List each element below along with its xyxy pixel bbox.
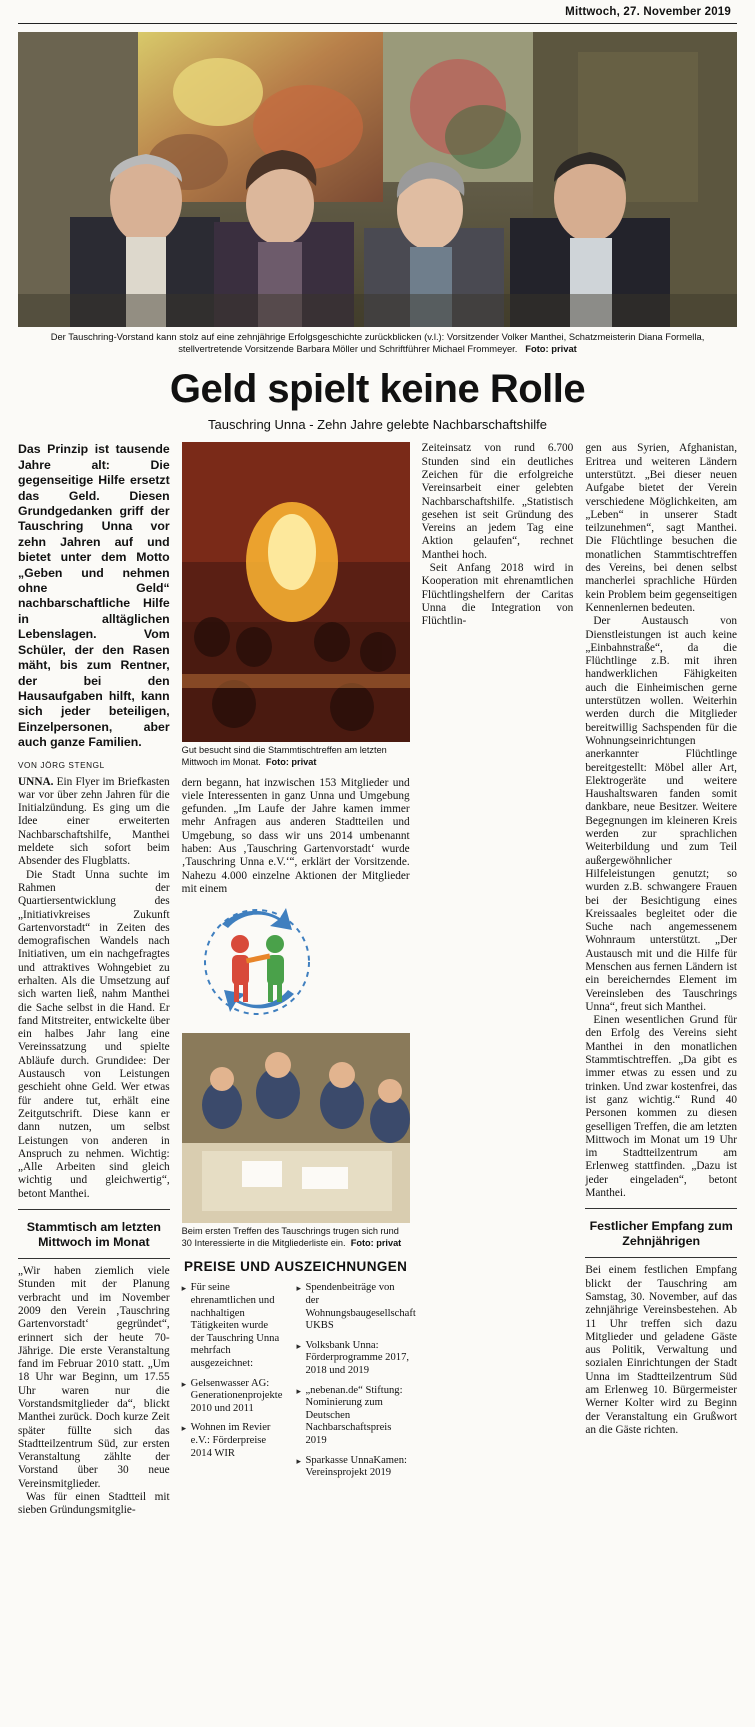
awards-heading: PREISE UND AUSZEICHNUNGEN [184,1259,408,1275]
award-item: ▸ Spendenbeiträge von der Wohnungsbaugesellschaft UKBS [296,1282,410,1332]
col4-subheading: Festlicher Empfang zum Zehnjährigen [589,1219,733,1249]
col1-paragraph-3: „Wir haben ziemlich viele Stunden mit der Planung verbracht und im November 2009 den Verein ‚Tauschring Gartenvorstadt‘ gegründet“, erinnert sich der heute 70-Jährige. Die erste Veranstaltung fand im Februar 2010 statt. „Um 18 Uhr war Beginn, um 17.55 Uhr waren nur die Vorstandsmitglieder da“, blickt Manthei zurück. Doch kurze Zeit später füllte sich das Stadtteilzentrum Süd, zur ersten Veranstaltung zählte der Vorstand über 30 neue Vereinsmitglieder. [18,1265,170,1490]
column-1 [18,442,170,1517]
award-item: ▸ Sparkasse UnnaKamen: Vereinsprojekt 2019 [296,1455,410,1480]
col4-paragraph-2: Der Austausch von Dienstleistungen ist auch keine „Einbahnstraße“, da die Flüchtlinge z.B. mit ihren handwerklichen Fähigkeiten auch die Einheimischen gerne unterstützen wollen. Weiterhin werden durch die Mitglieder bereitwillig Sachspenden für die Wohnungseinrichtungen anerkannter Flüchtlinge bereitgestellt: Möbel aller Art, Elektrogeräte und weitere Haushaltswaren fanden somit dankbare, neue Besitzer. Weitere Begegnungen im kleineren Kreis werden zur sprachlichen Weiterbildung und zum Teil außergewöhnlicher Hilfeleistungen genutzt; so wurden z.B. schwangere Frauen bei der Besichtigung eines Kreissaales begleitet oder die Suche nach angemessenem Wohnraum unterstützt. „Der Austausch mit und die Hilfe für Menschen aus fernen Ländern ist ein bereicherndes Element im Vereinsleben des Tauschrings Unna“, freut sich Manthei. [585,615,738,1013]
top-photo-caption [18,327,737,355]
first-meeting-photo-graphic [182,1033,410,1223]
top-group-photo [18,32,737,327]
first-meeting-photo [182,1033,410,1223]
award-item: ▸ Für seine ehrenamtlichen und nachhaltigen Tätigkeiten wurde der Tauschring Unna mehrfach ausgezeichnet: [182,1282,283,1370]
first-meeting-caption [182,1226,410,1249]
col1-subheading: Stammtisch am letzten Mittwoch im Monat [26,1220,161,1250]
column-2 [181,442,416,1486]
col4-paragraph-4: Bei einem festlichen Empfang blickt der Tauschring am Samstag, 30. November, auf das zehnjährige Vereinsbestehen. Ab 11 Uhr treffen sich dazu Mitglieder und geladene Gäste aus Politik, Verwaltung und sozialen Einrichtungen der Stadt Unna im Stadtteilzentrum Süd am Erlenweg 10. Bürgermeister Werner Kolter wird zu Beginn der Veranstaltung ein Grußwort an die Gäste richten. [585,1264,738,1436]
dateline-city: UNNA. [18,775,54,788]
first-meeting-credit: Foto: privat [350,1237,402,1248]
award-item: ▸ Wohnen im Revier e.V.: Förderpreise 2014 WIR [182,1422,283,1460]
tauschring-logo-graphic [182,902,332,1022]
top-photo-credit: Foto: privat [525,343,577,355]
first-meeting-caption-text: Beim ersten Treffen des Tauschrings trugen sich rund 30 Interessierte in die Mitgliederliste ein. [181,1226,399,1248]
col3-paragraph-2: Seit Anfang 2018 wird in Kooperation mit ehrenamtlichen Flüchtlingshelfern der Caritas Unna die Integration von Flüchtlin- [421,562,574,628]
article-columns [18,442,737,1517]
col4-divider-2 [585,1257,737,1258]
page-subtitle: Tauschring Unna - Zehn Jahre gelebte Nachbarschaftshilfe [208,417,547,433]
top-photo-graphic [18,32,737,327]
col1-p1-text: Ein Flyer im Briefkasten war vor über zehn Jahren für die Initialzündung. Es ging um die Idee einer erweiterten Nachbarschaftshilfe, Manthei meldete sich sofort beim Absender des Flugblatts. [18,775,170,868]
awards-list-right [296,1282,416,1486]
col1-paragraph-4: Was für einen Stadtteil mit sieben Gründungsmitglie- [18,1491,170,1517]
col4-divider [585,1208,737,1209]
awards-block [182,1282,416,1486]
stammtisch-photo-credit: Foto: privat [265,757,317,767]
col4-paragraph-1: gen aus Syrien, Afghanistan, Eritrea und weiteren Ländern unterstützt. „Bei dieser neuen Aufgabe bietet der Verein verschiedene Möglichkeiten, am „Leben“ in unserer Stadt teilzunehmen“, sagt Manthei. Die Flüchtlinge besuchen die monatlichen Stammtischtreffen des Vereins, bei denen selbst mancherlei sprachliche Hürden kein Problem beim gegenseitigen Kennenlernen bedeuten. [585,442,738,614]
award-item: ▸ „nebenan.de“ Stiftung: Nominierung zum Deutschen Nachbarschaftspreis 2019 [296,1385,410,1448]
top-divider [18,23,737,24]
stammtisch-photo-caption [182,745,410,768]
column-4 [585,442,737,1437]
stammtisch-photo [182,442,410,742]
col1-paragraph-1 [18,776,170,869]
stammtisch-caption-text: Gut besucht sind die Stammtischtreffen am letzten Mittwoch im Monat. [181,745,387,767]
award-item: ▸ Volksbank Unna: Förderprogramme 2017, 2018 und 2019 [296,1340,410,1378]
col4-paragraph-3: Einen wesentlichen Grund für den Erfolg des Vereins sieht Manthei in den monatlichen Stammtischtreffen. „Da gibt es immer etwas zu essen und zu trinken. Und zwar kostenfrei, das ist ganz wichtig.“ Rund 40 Personen kommen zu diesen geselligen Treffen, die am letzten Mittwoch im Monat um 19 Uhr im Stadtteilzentrum am Erlenweg stattfinden. „Dazu ist jeder eingeladen“, betont Manthei. [585,1014,738,1200]
col2-paragraph-1: dern begann, hat inzwischen 153 Mitglieder und viele Interessenten in ganz Unna und Umgebung gefunden. „Im Laufe der Jahre kamen immer mehr Anfragen aus anderen Stadtteilen und Umgebung, so dass wir uns 2014 umbenannt haben: Aus ‚Tauschring Gartenvorstadt‘ wurde ‚Tauschring Unna e.V.‘“, erklärt der Vorsitzende. Nahezu 4.000 einzelne Aktionen der Mitglieder mit einem [181,776,410,895]
tauschring-logo [182,902,410,1027]
col1-divider-2 [18,1258,170,1259]
col3-paragraph-1: Zeiteinsatz von rund 6.700 Stunden sind ein deutliches Zeichen für die erfolgreiche Vereinsarbeit einer gelebten Nachbarschaftshilfe. „Statistisch gesehen ist seit Gründung des Vereins an jedem Tag eine Aktion gelaufen“, rechnet Manthei hoch. [421,442,574,561]
column-3 [422,442,574,628]
lede-paragraph: Das Prinzip ist tausende Jahre alt: Die gegenseitige Hilfe ersetzt das Geld. Diesen Grundgedanken griff der Tauschring Unna vor zehn Jahren auf und bietet unter dem Motto „Geben und nehmen ohne Geld“ nachbarschaftliche Hilfe in alltäglichen Lebenslagen. Vom Schüler, der den Rasen mäht, bis zum Rentner, der bei den Hausaufgaben hilft, kann sich jeder beteiligen, Einzelpersonen, aber auch ganze Familien. [18,442,170,750]
col1-divider [18,1209,170,1210]
top-photo-caption-text: Der Tauschring-Vorstand kann stolz auf eine zehnjährige Erfolgsgeschichte zurückblicken (v.l.): Vorsitzender Volker Manthei, Schatzmeisterin Diana Formella, stellvertretende Vorsitzende Barbara Möller und Schriftführer Michael Frommeyer. [50,331,705,355]
page-title: Geld spielt keine Rolle [169,367,586,412]
award-item: ▸ Gelsenwasser AG: Generationenprojekte 2010 und 2011 [182,1378,283,1416]
byline: VON JÖRG STENGL [18,760,105,770]
stammtisch-photo-graphic [182,442,410,742]
awards-list-left [182,1282,283,1486]
date-line: Mittwoch, 27. November 2019 [565,6,731,18]
col1-paragraph-2: Die Stadt Unna suchte im Rahmen der Quartiersentwicklung des „Initiativkreises Zukunft Gartenvorstadt“ in Zeiten des demografischen Wandels nach Initiativen, um ein nachgefragtes und attraktives Wohngebiet zu erhalten. Als die Umsetzung auf sich warten ließ, nahm Manthei die Sache selbst in die Hand. Er fand Mitstreiter, entwickelte über ein halbes Jahr lang eine Vereinssatzung und spielte Abläufe durch. Grundidee: Der Austausch von Leistungen geschieht ohne Geld. Wer etwas für andere tut, erhält eine Zeitgutschrift. Diese kann er dann nutzen, um selbst Leistungen von anderen in Anspruch zu nehmen. Wichtig: „Alle Arbeiten sind gleich wichtig und gleichwertig“, betont Manthei. [18,868,170,1200]
